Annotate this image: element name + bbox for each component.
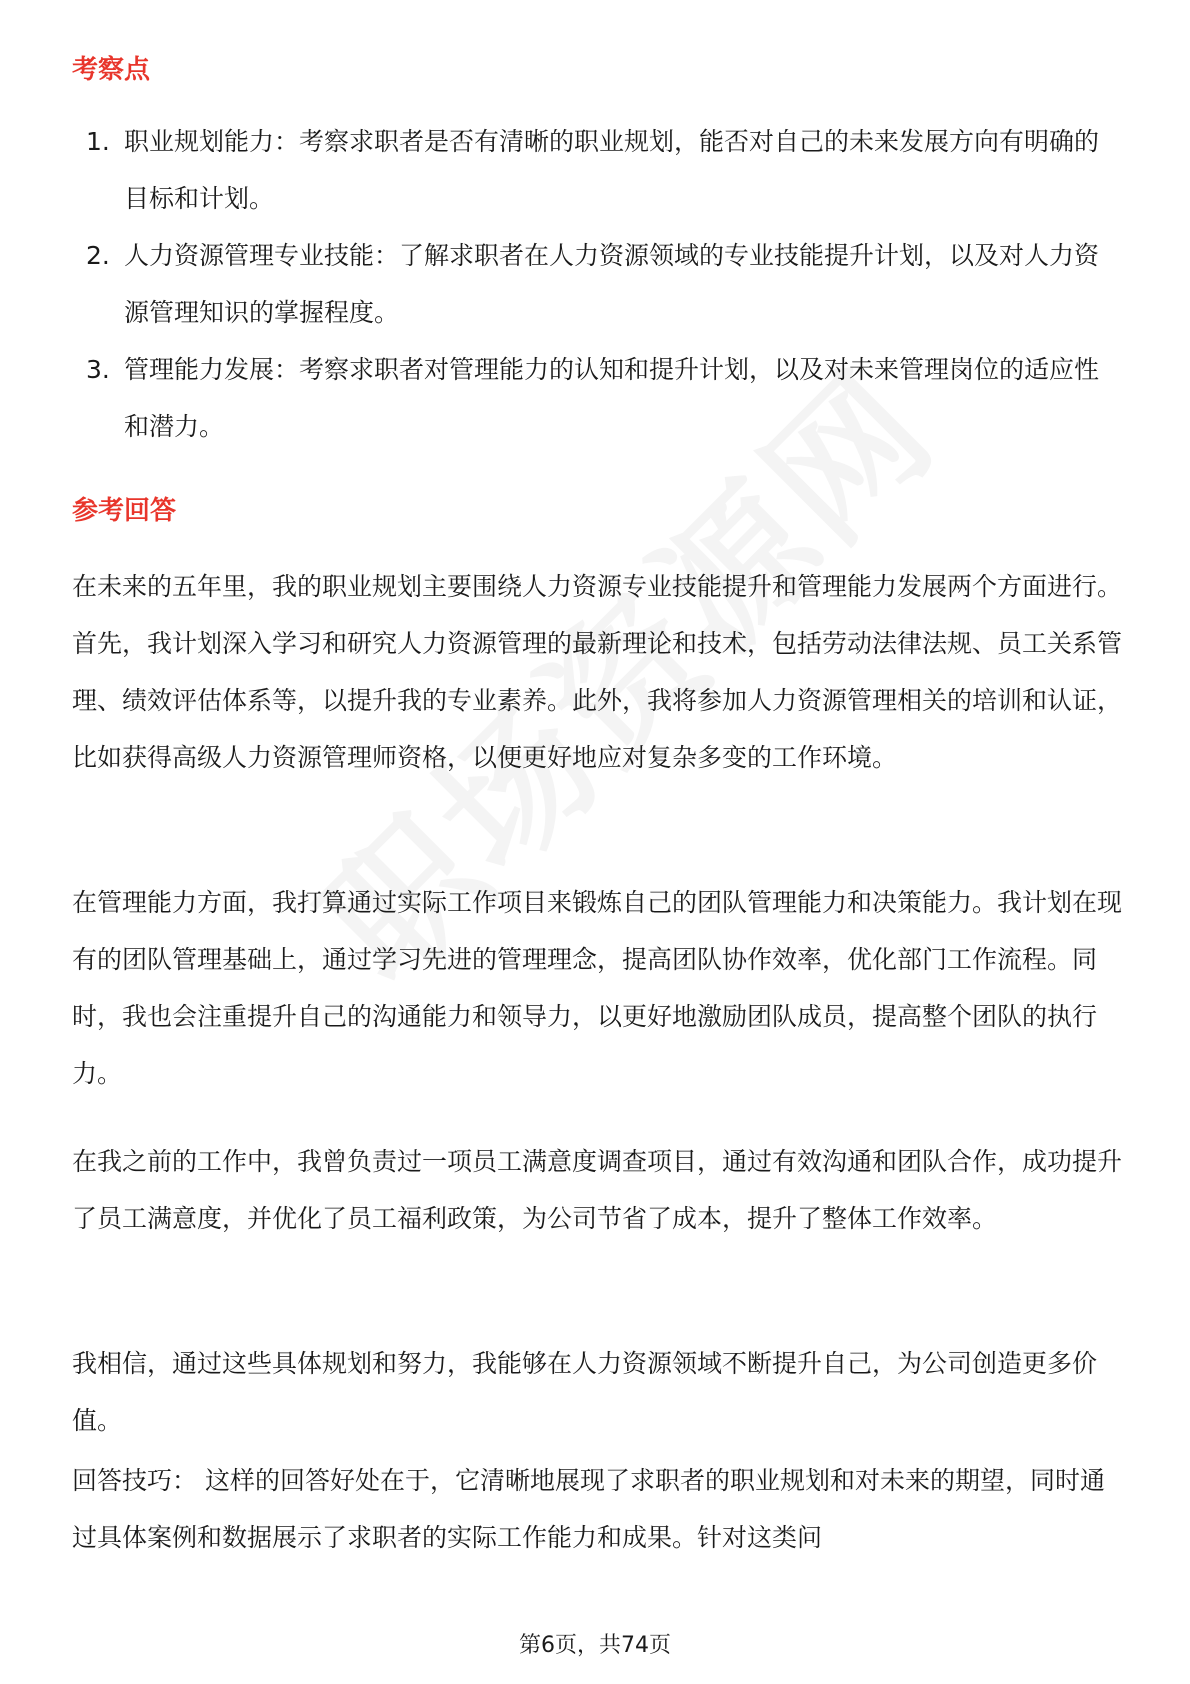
section-title-answer: 参考回答 — [72, 496, 177, 526]
answer-paragraph: 我相信，通过这些具体规划和努力，我能够在人力资源领域不断提升自己，为公司创造更多价值。 — [72, 1349, 1098, 1435]
list-item-number: 1. — [86, 127, 110, 156]
list-item-number: 2. — [86, 241, 110, 270]
list-item — [72, 113, 1122, 227]
list-item — [72, 341, 1122, 455]
points-list — [72, 113, 1122, 455]
answer-tips-paragraph: 回答技巧： 这样的回答好处在于，它清晰地展现了求职者的职业规划和对未来的期望，同时通过具体案例和数据展示了求职者的实际工作能力和成果。针对这类问 — [72, 1466, 1105, 1552]
list-item-text: 管理能力发展：考察求职者对管理能力的认知和提升计划，以及对未来管理岗位的适应性和潜力。 — [124, 355, 1100, 441]
answer-paragraph: 在管理能力方面，我打算通过实际工作项目来锻炼自己的团队管理能力和决策能力。我计划在现有的团队管理基础上，通过学习先进的管理理念，提高团队协作效率，优化部门工作流程。同时，我也会注重提升自己的沟通能力和领导力，以更好地激励团队成员，提高整个团队的执行力。 — [72, 888, 1123, 1088]
answer-paragraph: 在我之前的工作中，我曾负责过一项员工满意度调查项目，通过有效沟通和团队合作，成功提升了员工满意度，并优化了员工福利政策，为公司节省了成本，提升了整体工作效率。 — [72, 1147, 1123, 1233]
answer-paragraph: 在未来的五年里，我的职业规划主要围绕人力资源专业技能提升和管理能力发展两个方面进行。首先，我计划深入学习和研究人力资源管理的最新理论和技术，包括劳动法律法规、员工关系管理、绩效评估体系等，以提升我的专业素养。此外，我将参加人力资源管理相关的培训和认证，比如获得高级人力资源管理师资格，以便更好地应对复杂多变的工作环境。 — [72, 572, 1123, 772]
list-item-number: 3. — [86, 355, 110, 384]
section-title-points: 考察点 — [72, 55, 151, 85]
page-number: 第6页，共74页 — [519, 1633, 671, 1658]
list-item — [72, 227, 1122, 341]
list-item-text: 人力资源管理专业技能：了解求职者在人力资源领域的专业技能提升计划，以及对人力资源管理知识的掌握程度。 — [124, 241, 1100, 327]
list-item-text: 职业规划能力：考察求职者是否有清晰的职业规划，能否对自己的未来发展方向有明确的目标和计划。 — [124, 127, 1100, 213]
